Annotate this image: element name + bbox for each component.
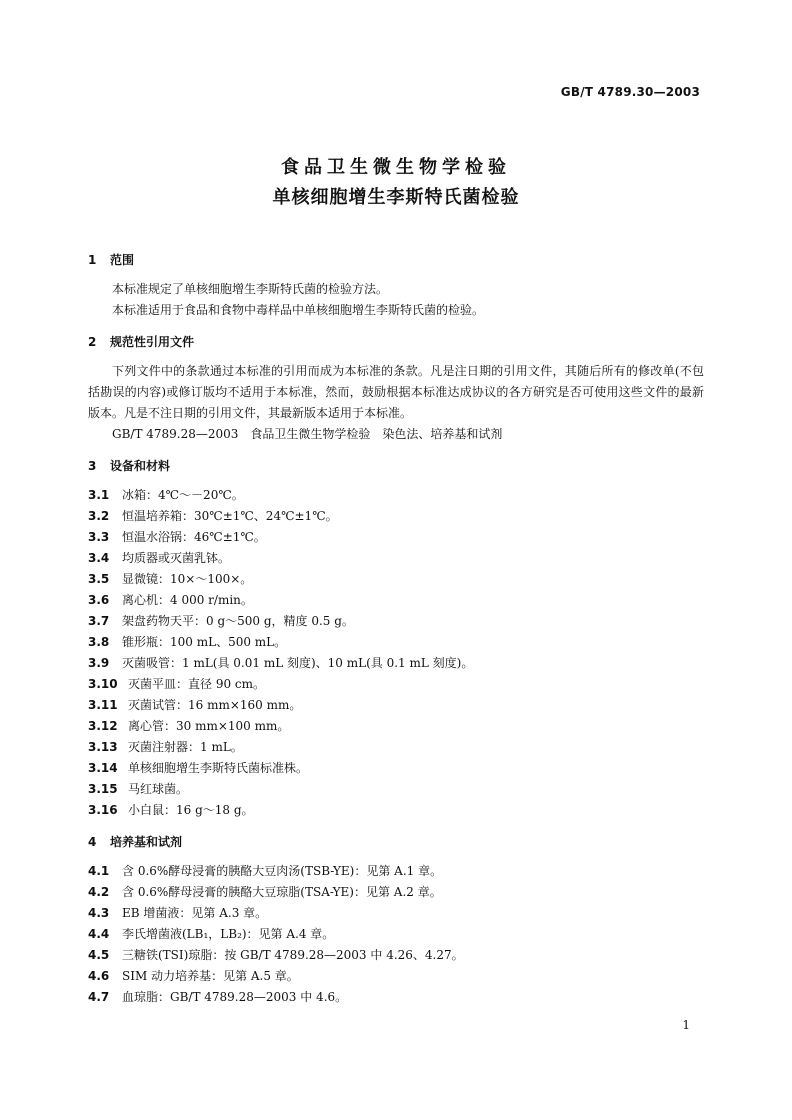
- item-number: 3.4: [88, 551, 110, 565]
- list-item: [88, 527, 704, 548]
- list-item: [88, 674, 704, 695]
- item-text: 均质器或灭菌乳钵。: [122, 551, 231, 565]
- page-number: 1: [682, 1018, 690, 1032]
- item-text: 单核细胞增生李斯特氏菌标准株。: [128, 761, 309, 775]
- list-item: [88, 882, 704, 903]
- item-text: 显微镜：10×～100×。: [122, 572, 253, 586]
- item-number: 3.12: [88, 719, 118, 733]
- item-number: 4.4: [88, 927, 110, 941]
- item-number: 3.9: [88, 656, 110, 670]
- list-item: [88, 779, 704, 800]
- item-text: 灭菌注射器：1 mL。: [128, 740, 243, 754]
- item-text: 离心机：4 000 r/min。: [122, 593, 253, 607]
- item-text: SIM 动力培养基：见第 A.5 章。: [122, 969, 299, 983]
- item-text: 冰箱：4℃～－20℃。: [122, 488, 244, 502]
- list-item: [88, 695, 704, 716]
- list-item: [88, 903, 704, 924]
- section-heading-media: [88, 832, 704, 853]
- item-text: 血琼脂：GB/T 4789.28—2003 中 4.6。: [122, 990, 348, 1004]
- document-subtitle: 单核细胞增生李斯特氏菌检验: [272, 187, 520, 208]
- list-item: [88, 861, 704, 882]
- list-item: [88, 800, 704, 821]
- item-number: 3.16: [88, 803, 118, 817]
- item-number: 3.13: [88, 740, 118, 754]
- item-number: 4.6: [88, 969, 110, 983]
- list-item: [88, 506, 704, 527]
- item-text: 灭菌试管：16 mm×160 mm。: [128, 698, 302, 712]
- item-text: 离心管：30 mm×100 mm。: [128, 719, 290, 733]
- list-item: [88, 945, 704, 966]
- section-number: 3: [88, 459, 97, 473]
- item-number: 3.10: [88, 677, 118, 691]
- item-number: 3.1: [88, 488, 110, 502]
- item-number: 4.7: [88, 990, 110, 1004]
- item-text: EB 增菌液：见第 A.3 章。: [122, 906, 268, 920]
- item-text: 锥形瓶：100 mL、500 mL。: [122, 635, 287, 649]
- item-text: 李氏增菌液(LB₁，LB₂)：见第 A.4 章。: [122, 927, 335, 941]
- item-number: 3.8: [88, 635, 110, 649]
- item-text: 三糖铁(TSI)琼脂：按 GB/T 4789.28—2003 中 4.26、4.27。: [122, 948, 464, 962]
- item-text: 恒温水浴锅：46℃±1℃。: [122, 530, 266, 544]
- item-number: 3.2: [88, 509, 110, 523]
- item-text: 小白鼠：16 g～18 g。: [128, 803, 254, 817]
- section-title: 范围: [110, 253, 135, 267]
- section-title: 规范性引用文件: [110, 335, 195, 349]
- list-item: [88, 632, 704, 653]
- item-number: 3.11: [88, 698, 118, 712]
- item-number: 3.6: [88, 593, 110, 607]
- section-title: 设备和材料: [110, 459, 171, 473]
- section-number: 4: [88, 835, 97, 849]
- list-item: [88, 590, 704, 611]
- item-number: 3.7: [88, 614, 110, 628]
- referenced-document: GB/T 4789.28—2003 食品卫生微生物学检验 染色法、培养基和试剂: [112, 427, 503, 441]
- section-number: 1: [88, 253, 97, 267]
- section-title: 培养基和试剂: [110, 835, 183, 849]
- paragraph: 本标准适用于食品和食物中毒样品中单核细胞增生李斯特氏菌的检验。: [112, 303, 485, 317]
- media-list: [88, 861, 704, 1008]
- list-item: [88, 924, 704, 945]
- section-heading-scope: [88, 250, 704, 271]
- equipment-list: [88, 485, 704, 821]
- section-heading-refs: [88, 332, 704, 353]
- list-item: [88, 569, 704, 590]
- list-item: [88, 966, 704, 987]
- section-number: 2: [88, 335, 97, 349]
- item-text: 含 0.6%酵母浸膏的胰酪大豆肉汤(TSB-YE)：见第 A.1 章。: [122, 864, 443, 878]
- document-body: [88, 250, 704, 1008]
- document-title: 食品卫生微生物学检验: [281, 157, 511, 178]
- item-text: 架盘药物天平：0 g～500 g，精度 0.5 g。: [122, 614, 354, 628]
- list-item: [88, 485, 704, 506]
- item-text: 含 0.6%酵母浸膏的胰酪大豆琼脂(TSA-YE)：见第 A.2 章。: [122, 885, 442, 899]
- item-text: 灭菌吸管：1 mL(具 0.01 mL 刻度)、10 mL(具 0.1 mL 刻度)。: [122, 656, 474, 670]
- paragraph: 下列文件中的条款通过本标准的引用而成为本标准的条款。凡是注日期的引用文件，其随后所有的修改单(不包括勘误的内容)或修订版均不适用于本标准，然而，鼓励根据本标准达成协议的各方研究是否可使用这些文件的最新版本。凡是不注日期的引用文件，其最新版本适用于本标准。: [88, 364, 704, 420]
- list-item: [88, 737, 704, 758]
- item-number: 3.15: [88, 782, 118, 796]
- list-item: [88, 611, 704, 632]
- item-number: 4.2: [88, 885, 110, 899]
- list-item: [88, 548, 704, 569]
- item-number: 3.3: [88, 530, 110, 544]
- item-number: 4.5: [88, 948, 110, 962]
- item-text: 马红球菌。: [128, 782, 189, 796]
- standard-code: GB/T 4789.30—2003: [560, 85, 700, 99]
- item-text: 灭菌平皿：直径 90 cm。: [128, 677, 265, 691]
- section-heading-equipment: [88, 456, 704, 477]
- list-item: [88, 987, 704, 1008]
- item-text: 恒温培养箱：30℃±1℃、24℃±1℃。: [122, 509, 338, 523]
- item-number: 3.14: [88, 761, 118, 775]
- list-item: [88, 716, 704, 737]
- list-item: [88, 758, 704, 779]
- item-number: 3.5: [88, 572, 110, 586]
- list-item: [88, 653, 704, 674]
- item-number: 4.1: [88, 864, 110, 878]
- item-number: 4.3: [88, 906, 110, 920]
- paragraph: 本标准规定了单核细胞增生李斯特氏菌的检验方法。: [112, 282, 389, 296]
